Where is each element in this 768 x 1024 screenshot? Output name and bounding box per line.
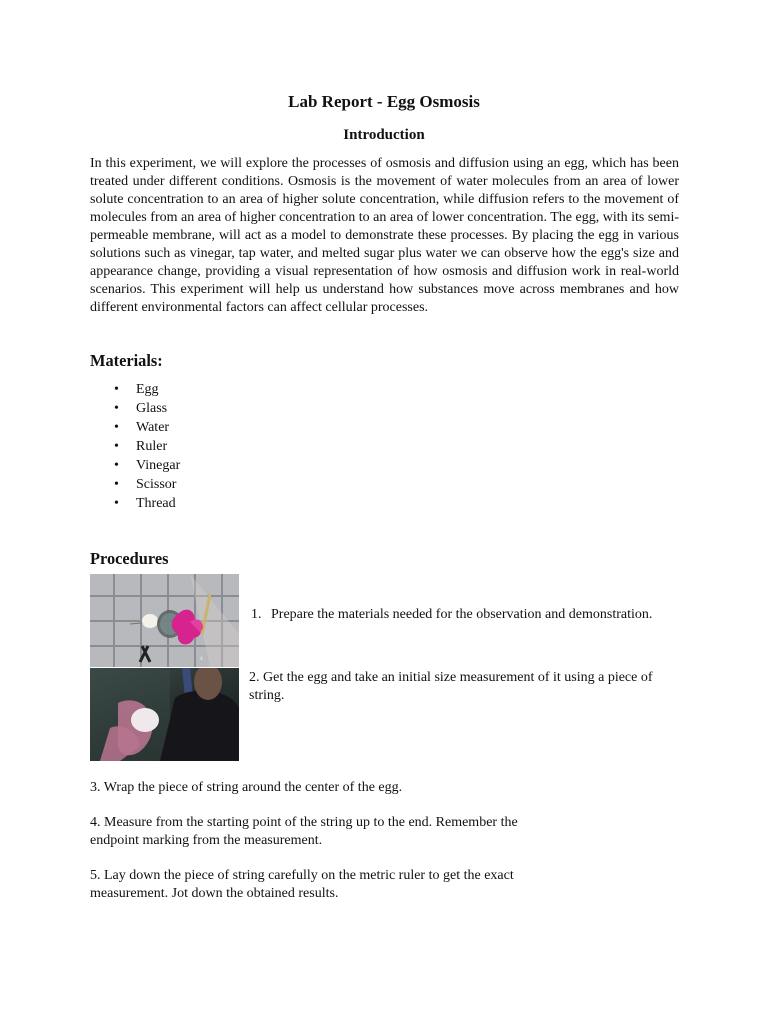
procedure-step-4: 4. Measure from the starting point of the string up to the end. Remember the endpoint marking from the measurement. (90, 815, 518, 848)
egg-photo (90, 668, 239, 761)
list-item (90, 419, 180, 438)
material-label: Egg (136, 382, 159, 397)
materials-heading: Materials: (90, 351, 163, 370)
material-label: Thread (136, 496, 176, 511)
material-label: Ruler (136, 439, 168, 454)
bullet-icon: • (114, 420, 119, 435)
bullet-icon: • (114, 496, 119, 511)
bullet-icon: • (114, 458, 119, 473)
list-item (90, 495, 180, 514)
bullet-icon: • (114, 477, 119, 492)
material-label: Vinegar (136, 458, 181, 473)
procedure-step-2: 2. Get the egg and take an initial size measurement of it using a piece of string. (249, 670, 653, 703)
document-title: Lab Report - Egg Osmosis (288, 92, 480, 111)
step-number: 1. (251, 607, 262, 622)
list-item (90, 457, 180, 476)
procedure-step-5: 5. Lay down the piece of string carefully on the metric ruler to get the exact measurement. Jot down the obtained results. (90, 868, 514, 901)
bullet-icon: • (114, 439, 119, 454)
introduction-paragraph: In this experiment, we will explore the processes of osmosis and diffusion using an egg, which has been treated under different conditions. Osmosis is the movement of water molecules from an area of lower solute concentration to an area of higher solute concentration, while diffusion refers to the movement of molecules from an area of higher concentration to an area of lower concentration. The egg, with its semi-permeable membrane, will act as a model to demonstrate these processes. By placing the egg in various solutions such as vinegar, tap water, and melted sugar plus water we can observe how the egg's size and appearance change, providing a visual representation of how osmosis and diffusion work in real-world scenarios. This experiment will help us understand how substances move across membranes and how different environmental factors can affect cellular processes. (90, 156, 679, 315)
material-label: Water (136, 420, 170, 435)
step-text: Prepare the materials needed for the observation and demonstration. (271, 607, 653, 622)
introduction-heading: Introduction (343, 127, 425, 143)
bullet-icon: • (114, 382, 119, 397)
material-label: Glass (136, 401, 168, 416)
list-item (90, 438, 180, 457)
list-item (90, 400, 180, 419)
materials-list (90, 381, 180, 514)
bullet-icon: • (114, 401, 119, 416)
list-item (90, 381, 180, 400)
procedures-heading: Procedures (90, 549, 169, 568)
materials-photo (90, 574, 239, 667)
procedure-step-1 (251, 606, 652, 624)
material-label: Scissor (136, 477, 177, 492)
procedure-step-3: 3. Wrap the piece of string around the center of the egg. (90, 780, 403, 795)
list-item (90, 476, 180, 495)
